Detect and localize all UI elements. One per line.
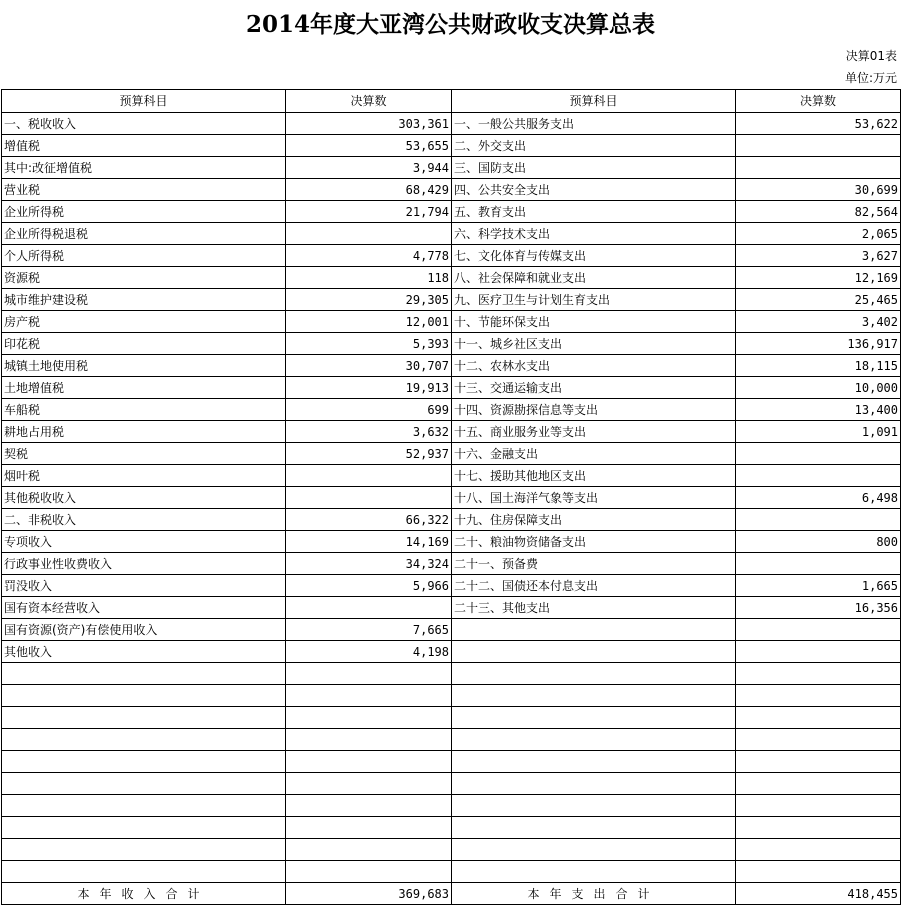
income-item-label: 国有资本经营收入	[2, 597, 286, 619]
income-item-label: 车船税	[2, 399, 286, 421]
expense-item-value: 6,498	[736, 487, 901, 509]
expense-item-label: 十一、城乡社区支出	[452, 333, 736, 355]
blank-cell	[2, 707, 286, 729]
expense-item-value: 30,699	[736, 179, 901, 201]
income-item-value: 699	[286, 399, 452, 421]
expense-item-value	[736, 619, 901, 641]
blank-row	[2, 751, 901, 773]
expense-item-value: 18,115	[736, 355, 901, 377]
table-row	[2, 487, 901, 509]
income-item-value: 3,632	[286, 421, 452, 443]
blank-cell	[736, 729, 901, 751]
blank-cell	[736, 751, 901, 773]
table-row	[2, 201, 901, 223]
income-item-value: 4,198	[286, 641, 452, 663]
expense-item-value: 82,564	[736, 201, 901, 223]
income-item-label: 资源税	[2, 267, 286, 289]
income-item-value: 21,794	[286, 201, 452, 223]
expense-item-label: 二十一、预备费	[452, 553, 736, 575]
blank-row	[2, 839, 901, 861]
blank-cell	[736, 663, 901, 685]
blank-cell	[2, 839, 286, 861]
expense-item-label: 十二、农林水支出	[452, 355, 736, 377]
page-title: 2014年度大亚湾公共财政收支决算总表	[245, 11, 655, 38]
income-item-value	[286, 465, 452, 487]
expense-item-label: 六、科学技术支出	[452, 223, 736, 245]
income-item-value: 29,305	[286, 289, 452, 311]
table-row	[2, 223, 901, 245]
header-income-item: 预算科目	[2, 90, 286, 113]
blank-cell	[2, 685, 286, 707]
totals-row	[2, 883, 901, 905]
income-item-label: 企业所得税	[2, 201, 286, 223]
expense-item-value: 25,465	[736, 289, 901, 311]
blank-cell	[452, 751, 736, 773]
table-row	[2, 179, 901, 201]
blank-cell	[286, 795, 452, 817]
table-row	[2, 421, 901, 443]
expense-item-label: 十、节能环保支出	[452, 311, 736, 333]
expense-item-label: 十六、金融支出	[452, 443, 736, 465]
blank-cell	[452, 839, 736, 861]
expense-item-value	[736, 509, 901, 531]
income-item-value: 68,429	[286, 179, 452, 201]
blank-cell	[736, 685, 901, 707]
income-item-label: 城市维护建设税	[2, 289, 286, 311]
table-header-row	[2, 90, 901, 113]
table-row	[2, 113, 901, 135]
expense-item-value: 3,627	[736, 245, 901, 267]
income-item-label: 城镇土地使用税	[2, 355, 286, 377]
blank-cell	[452, 729, 736, 751]
income-item-value: 4,778	[286, 245, 452, 267]
expense-item-label: 十九、住房保障支出	[452, 509, 736, 531]
income-item-label: 房产税	[2, 311, 286, 333]
blank-cell	[286, 861, 452, 883]
income-item-label: 其他税收收入	[2, 487, 286, 509]
blank-cell	[452, 663, 736, 685]
expense-item-label	[452, 641, 736, 663]
expense-item-value: 12,169	[736, 267, 901, 289]
blank-cell	[452, 773, 736, 795]
expense-item-value	[736, 641, 901, 663]
blank-row	[2, 707, 901, 729]
blank-cell	[2, 861, 286, 883]
income-item-label: 其他收入	[2, 641, 286, 663]
table-row	[2, 333, 901, 355]
expense-item-label	[452, 619, 736, 641]
blank-cell	[286, 751, 452, 773]
form-number: 决算01表	[845, 49, 897, 63]
blank-cell	[286, 773, 452, 795]
income-item-label: 国有资源(资产)有偿使用收入	[2, 619, 286, 641]
expense-item-value: 136,917	[736, 333, 901, 355]
income-item-value: 66,322	[286, 509, 452, 531]
table-row	[2, 135, 901, 157]
table-row	[2, 619, 901, 641]
expense-item-label: 二十二、国债还本付息支出	[452, 575, 736, 597]
table-row	[2, 377, 901, 399]
income-item-value: 19,913	[286, 377, 452, 399]
expense-item-value: 3,402	[736, 311, 901, 333]
table-row	[2, 465, 901, 487]
income-item-label: 专项收入	[2, 531, 286, 553]
expense-item-label: 四、公共安全支出	[452, 179, 736, 201]
expense-item-label: 二十、粮油物资储备支出	[452, 531, 736, 553]
blank-cell	[452, 707, 736, 729]
expense-item-label: 五、教育支出	[452, 201, 736, 223]
income-item-label: 一、税收收入	[2, 113, 286, 135]
expense-item-label: 二十三、其他支出	[452, 597, 736, 619]
expense-item-value: 1,091	[736, 421, 901, 443]
expense-item-value: 10,000	[736, 377, 901, 399]
table-row	[2, 245, 901, 267]
table-row	[2, 443, 901, 465]
blank-cell	[2, 729, 286, 751]
income-item-value: 12,001	[286, 311, 452, 333]
expense-item-value: 53,622	[736, 113, 901, 135]
expense-total-value: 418,455	[736, 883, 901, 905]
income-item-label: 行政事业性收费收入	[2, 553, 286, 575]
blank-cell	[286, 839, 452, 861]
income-item-label: 烟叶税	[2, 465, 286, 487]
blank-cell	[452, 861, 736, 883]
blank-row	[2, 773, 901, 795]
blank-cell	[736, 861, 901, 883]
expense-item-value	[736, 443, 901, 465]
blank-cell	[736, 839, 901, 861]
blank-cell	[452, 817, 736, 839]
blank-cell	[286, 685, 452, 707]
table-row	[2, 509, 901, 531]
expense-item-value	[736, 135, 901, 157]
expense-item-label: 十七、援助其他地区支出	[452, 465, 736, 487]
table-row	[2, 289, 901, 311]
blank-cell	[286, 707, 452, 729]
expense-item-label: 十八、国土海洋气象等支出	[452, 487, 736, 509]
income-item-label: 二、非税收入	[2, 509, 286, 531]
expense-item-value: 2,065	[736, 223, 901, 245]
expense-item-label: 十五、商业服务业等支出	[452, 421, 736, 443]
income-item-value	[286, 223, 452, 245]
blank-cell	[736, 817, 901, 839]
expense-item-value: 1,665	[736, 575, 901, 597]
expense-item-label: 十三、交通运输支出	[452, 377, 736, 399]
table-row	[2, 267, 901, 289]
expense-item-value: 13,400	[736, 399, 901, 421]
income-item-value: 3,944	[286, 157, 452, 179]
expense-item-label: 二、外交支出	[452, 135, 736, 157]
blank-cell	[286, 817, 452, 839]
income-total-label: 本年收入合计	[2, 883, 286, 905]
income-item-value	[286, 487, 452, 509]
expense-item-label: 九、医疗卫生与计划生育支出	[452, 289, 736, 311]
income-item-label: 耕地占用税	[2, 421, 286, 443]
expense-item-value	[736, 157, 901, 179]
income-item-value: 30,707	[286, 355, 452, 377]
income-item-value: 52,937	[286, 443, 452, 465]
income-item-label: 土地增值税	[2, 377, 286, 399]
expense-item-label: 八、社会保障和就业支出	[452, 267, 736, 289]
blank-row	[2, 663, 901, 685]
blank-cell	[736, 795, 901, 817]
income-item-value: 5,966	[286, 575, 452, 597]
blank-cell	[452, 685, 736, 707]
expense-item-label: 三、国防支出	[452, 157, 736, 179]
blank-row	[2, 795, 901, 817]
blank-cell	[2, 795, 286, 817]
blank-cell	[736, 707, 901, 729]
income-item-label: 印花税	[2, 333, 286, 355]
table-row	[2, 597, 901, 619]
header-expense-item: 预算科目	[452, 90, 736, 113]
blank-cell	[2, 817, 286, 839]
blank-cell	[286, 663, 452, 685]
header-income-amount: 决算数	[286, 90, 452, 113]
income-item-label: 增值税	[2, 135, 286, 157]
header-expense-amount: 决算数	[736, 90, 901, 113]
expense-total-label: 本年支出合计	[452, 883, 736, 905]
table-row	[2, 641, 901, 663]
expense-item-value: 800	[736, 531, 901, 553]
income-item-label: 罚没收入	[2, 575, 286, 597]
blank-row	[2, 685, 901, 707]
income-item-value: 34,324	[286, 553, 452, 575]
income-item-value: 53,655	[286, 135, 452, 157]
income-total-value: 369,683	[286, 883, 452, 905]
blank-cell	[286, 729, 452, 751]
blank-row	[2, 729, 901, 751]
income-item-label: 其中:改征增值税	[2, 157, 286, 179]
expense-item-label: 一、一般公共服务支出	[452, 113, 736, 135]
expense-item-value	[736, 553, 901, 575]
table-row	[2, 553, 901, 575]
expense-item-label: 十四、资源勘探信息等支出	[452, 399, 736, 421]
blank-cell	[2, 773, 286, 795]
income-item-value: 118	[286, 267, 452, 289]
table-row	[2, 355, 901, 377]
blank-cell	[736, 773, 901, 795]
income-item-value: 7,665	[286, 619, 452, 641]
unit-label: 单位:万元	[844, 71, 897, 85]
table-row	[2, 311, 901, 333]
income-item-label: 企业所得税退税	[2, 223, 286, 245]
table-row	[2, 157, 901, 179]
income-item-label: 个人所得税	[2, 245, 286, 267]
income-item-value: 5,393	[286, 333, 452, 355]
income-item-value: 14,169	[286, 531, 452, 553]
income-item-value	[286, 597, 452, 619]
table-row	[2, 399, 901, 421]
expense-item-value	[736, 465, 901, 487]
blank-row	[2, 861, 901, 883]
income-item-value: 303,361	[286, 113, 452, 135]
income-item-label: 契税	[2, 443, 286, 465]
blank-cell	[452, 795, 736, 817]
expense-item-value: 16,356	[736, 597, 901, 619]
table-row	[2, 531, 901, 553]
blank-cell	[2, 663, 286, 685]
table-row	[2, 575, 901, 597]
income-item-label: 营业税	[2, 179, 286, 201]
expense-item-label: 七、文化体育与传媒支出	[452, 245, 736, 267]
budget-summary-table	[1, 89, 901, 905]
blank-cell	[2, 751, 286, 773]
blank-row	[2, 817, 901, 839]
